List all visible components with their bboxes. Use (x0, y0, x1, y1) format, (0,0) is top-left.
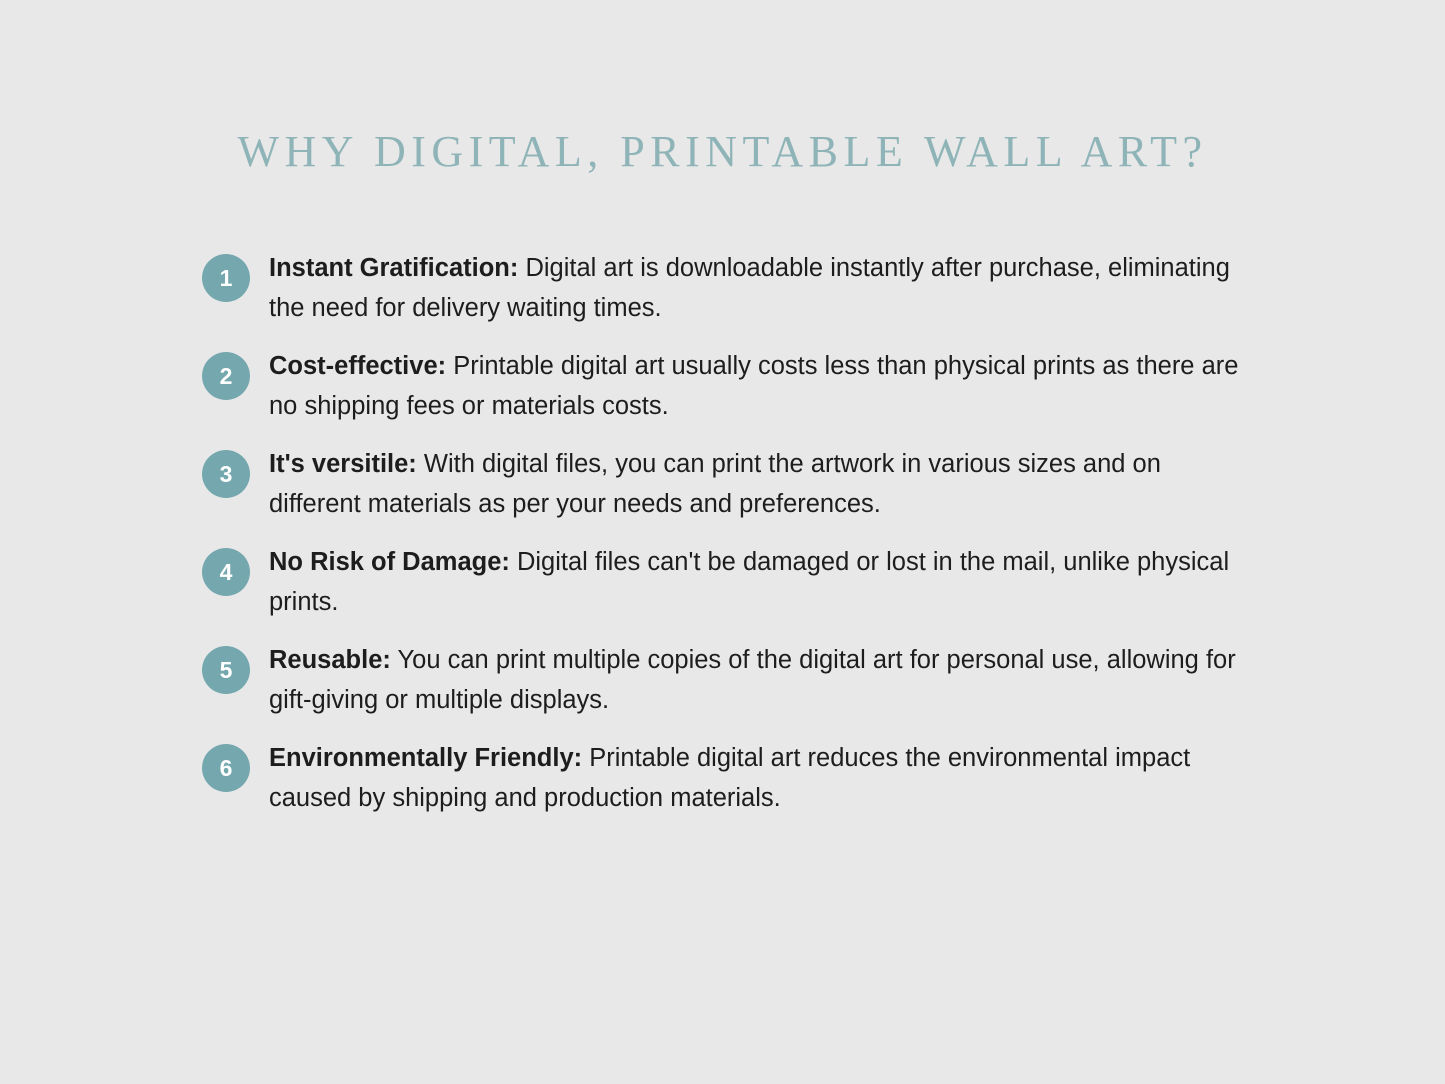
item-text (269, 738, 1254, 818)
item-text (269, 640, 1254, 720)
item-number-badge: 1 (202, 254, 250, 302)
list-item (202, 542, 1262, 622)
item-number-badge: 3 (202, 450, 250, 498)
item-lead: Environmentally Friendly: (269, 744, 583, 772)
item-body: Printable digital art reduces the environmental impact caused by shipping and production materials. (269, 744, 1191, 812)
item-text (269, 444, 1254, 524)
item-number-badge: 4 (202, 548, 250, 596)
item-body: With digital files, you can print the artwork in various sizes and on different materials as per your needs and preferences. (269, 450, 1161, 518)
item-text (269, 346, 1254, 426)
list-item (202, 346, 1262, 426)
list-item (202, 444, 1262, 524)
item-lead: Instant Gratification: (269, 254, 519, 282)
item-lead: Reusable: (269, 646, 391, 674)
list-item (202, 738, 1262, 818)
item-text (269, 248, 1254, 328)
item-number-badge: 5 (202, 646, 250, 694)
item-body: Digital art is downloadable instantly after purchase, eliminating the need for delivery waiting times. (269, 254, 1230, 322)
item-lead: Cost-effective: (269, 352, 447, 380)
page-title: WHY DIGITAL, PRINTABLE WALL ART? (237, 127, 1208, 176)
item-lead: No Risk of Damage: (269, 548, 510, 576)
item-lead: It's versitile: (269, 450, 417, 478)
item-body: Printable digital art usually costs less than physical prints as there are no shipping fees or materials costs. (269, 352, 1239, 420)
benefits-list (202, 248, 1262, 836)
item-body: You can print multiple copies of the digital art for personal use, allowing for gift-giving or multiple displays. (269, 646, 1236, 714)
item-number-badge: 2 (202, 352, 250, 400)
list-item (202, 248, 1262, 328)
item-body: Digital files can't be damaged or lost in the mail, unlike physical prints. (269, 548, 1230, 616)
item-number-badge: 6 (202, 744, 250, 792)
item-text (269, 542, 1254, 622)
list-item (202, 640, 1262, 720)
